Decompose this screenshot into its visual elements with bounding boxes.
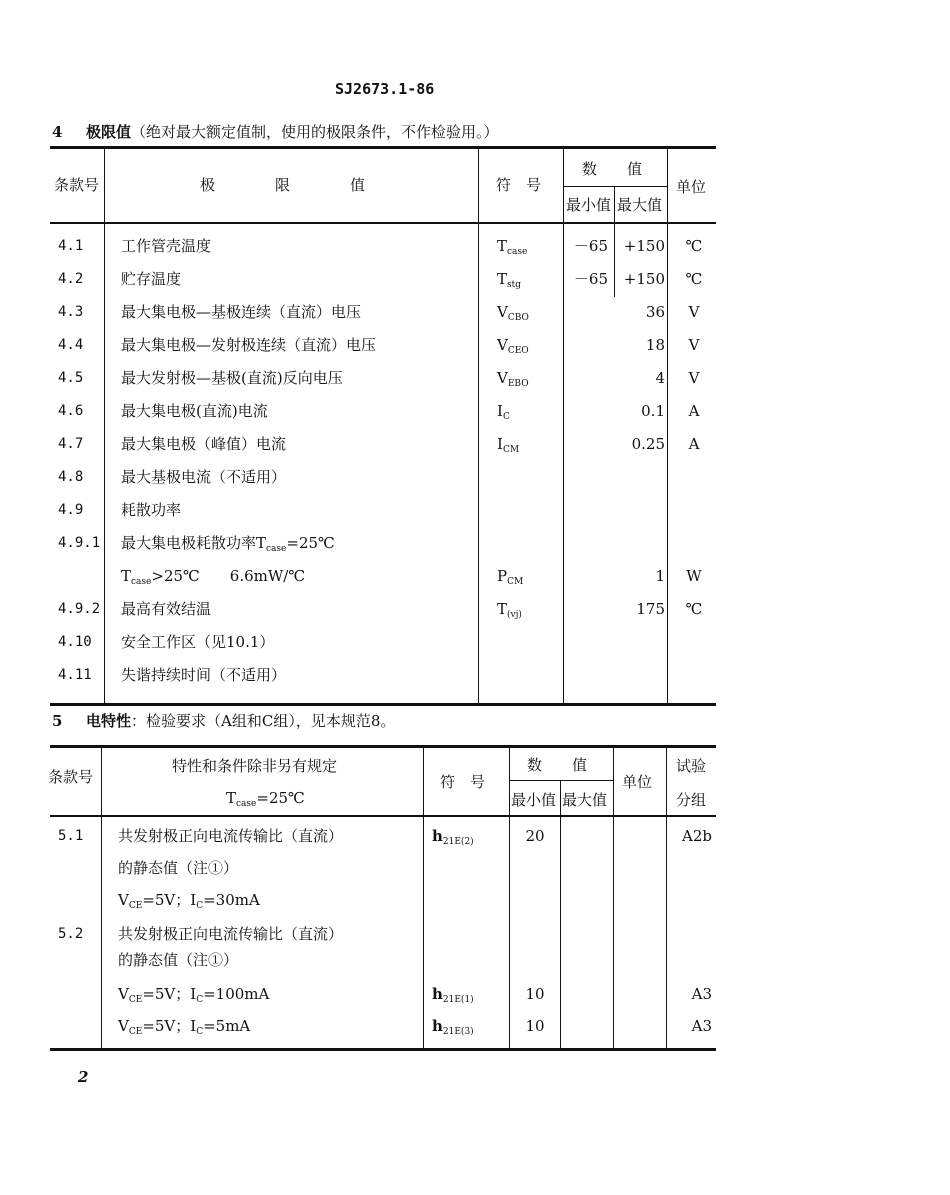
table4-row-desc-text: 最大发射极—基极(直流)反向电压 bbox=[121, 369, 343, 387]
table5-header-max: 最大值 bbox=[562, 791, 608, 809]
table5-row-desc-sub2: C bbox=[196, 995, 204, 1005]
table4-header-max: 最大值 bbox=[617, 196, 663, 214]
table4-row-desc-text: 最大集电极—发射极连续（直流）电压 bbox=[121, 336, 377, 354]
table4-row-unit: V bbox=[688, 303, 700, 321]
table4-row-clause: 4.9.2 bbox=[58, 601, 101, 617]
table5-row-desc-tail: =5V；I bbox=[142, 891, 197, 909]
table5-row-desc-text: V bbox=[118, 891, 129, 909]
section4-number: 4 bbox=[52, 123, 63, 141]
table4-row-desc bbox=[121, 666, 286, 684]
table5-row-symbol-sub: 21E(1) bbox=[442, 995, 474, 1005]
table5-row-group: A3 bbox=[691, 985, 712, 1003]
table5-row-clause: 5.2 bbox=[58, 926, 84, 942]
table5-row-desc-sub: CE bbox=[128, 901, 143, 911]
table4-col-sep-3 bbox=[563, 149, 564, 703]
table5-row-symbol-sub: 21E(3) bbox=[442, 1027, 474, 1037]
table4-header-clause: 条款号 bbox=[54, 176, 100, 194]
table5-row-desc bbox=[118, 985, 269, 1009]
table5-row-desc-tail: =5V；I bbox=[142, 985, 197, 1003]
table4-row-desc bbox=[121, 270, 181, 288]
table4-row-desc-tail: >25℃ 6.6mW/℃ bbox=[151, 567, 306, 585]
table4-row-symbol-main: V bbox=[497, 303, 508, 321]
table4-row-desc bbox=[121, 600, 211, 618]
table4-row-symbol-sub: CM bbox=[507, 577, 524, 587]
table4-row-max: 4 bbox=[655, 369, 665, 387]
table5-row-desc-sub: CE bbox=[128, 1027, 143, 1037]
table4-row-symbol bbox=[497, 435, 519, 459]
table4-row-desc-text: 贮存温度 bbox=[121, 270, 182, 288]
table4-row-clause: 4.11 bbox=[58, 667, 92, 683]
table4-row-unit: V bbox=[688, 369, 700, 387]
table4-row-desc-text: 最大集电极（峰值）电流 bbox=[121, 435, 287, 453]
table4-row-max: +150 bbox=[623, 237, 665, 255]
table5-row-group: A2b bbox=[682, 827, 712, 845]
table5-row-symbol bbox=[432, 985, 474, 1009]
table4-row-unit: ℃ bbox=[685, 270, 703, 288]
table4-row-symbol-sub: (vj) bbox=[507, 610, 522, 620]
table4-row-clause: 4.9 bbox=[58, 502, 84, 518]
table5-header-clause: 条款号 bbox=[48, 768, 94, 786]
table4-row-symbol-main: V bbox=[497, 369, 508, 387]
table4-row-symbol-main: I bbox=[497, 435, 503, 453]
section4-title: 极限值 bbox=[86, 123, 132, 141]
table5-row-desc-text: 共发射极正向电流传输比（直流） bbox=[118, 827, 344, 845]
table4-row-symbol bbox=[497, 336, 529, 360]
table5-row-desc-text: V bbox=[118, 1017, 129, 1035]
table4-row-unit: W bbox=[686, 567, 702, 585]
table4-bottom-rule bbox=[50, 703, 716, 706]
table4-row-desc bbox=[121, 534, 335, 558]
table4-row-symbol bbox=[497, 303, 529, 327]
table5-row-symbol bbox=[432, 1017, 474, 1041]
table4-row-desc-text: 耗散功率 bbox=[121, 501, 182, 519]
table4-row-symbol-main: I bbox=[497, 402, 503, 420]
table4-row-clause: 4.5 bbox=[58, 370, 84, 386]
table5-row-symbol-main: h bbox=[432, 1017, 443, 1035]
table5-row-desc-tail2: =100mA bbox=[203, 985, 270, 1003]
table5-row-symbol-sub: 21E(2) bbox=[442, 837, 474, 847]
table4-row-desc bbox=[121, 336, 376, 354]
table5-header-char-sub: case bbox=[236, 799, 257, 809]
table4-row-desc bbox=[121, 567, 305, 591]
table5-header-min: 最小值 bbox=[511, 791, 557, 809]
table4-row-desc-text: 最高有效结温 bbox=[121, 600, 212, 618]
table5-row-desc-sub: CE bbox=[128, 995, 143, 1005]
table5-row-symbol bbox=[432, 827, 474, 851]
table4-row-unit: V bbox=[688, 336, 700, 354]
table4-row-desc-text: 安全工作区（见10.1） bbox=[121, 633, 275, 651]
table5-row-symbol-main: h bbox=[432, 827, 443, 845]
table4-row-symbol-sub: C bbox=[502, 412, 510, 422]
table4-row-clause: 4.8 bbox=[58, 469, 84, 485]
table4-row-desc-sub: case bbox=[266, 544, 287, 554]
section4-heading bbox=[52, 123, 499, 141]
table4-row-desc bbox=[121, 435, 286, 453]
table4-col-sep-5 bbox=[667, 149, 668, 703]
table5-header-symbol: 符 号 bbox=[440, 773, 486, 791]
table5-row-desc bbox=[118, 859, 238, 877]
table4-row-desc-text: 最大基极电流（不适用） bbox=[121, 468, 287, 486]
table5-row-desc bbox=[118, 891, 260, 915]
table4-row-desc-text: 失谐持续时间（不适用） bbox=[121, 666, 287, 684]
table5-header-test-line2: 分组 bbox=[676, 791, 707, 809]
table4-row-symbol-sub: stg bbox=[507, 280, 522, 290]
table4-row-clause: 4.2 bbox=[58, 271, 84, 287]
table4-row-min: －65 bbox=[573, 237, 608, 255]
table4-row-desc-text: T bbox=[121, 567, 132, 585]
table5-row-desc-text: 共发射极正向电流传输比（直流） bbox=[118, 925, 344, 943]
table4-header-rule bbox=[50, 222, 716, 224]
table5-row-symbol-main: h bbox=[432, 985, 443, 1003]
table4-row-max: 1 bbox=[655, 567, 665, 585]
table4-col-sep-1 bbox=[104, 149, 105, 703]
table5-header-values: 数 值 bbox=[527, 756, 588, 774]
table5-row-desc bbox=[118, 951, 238, 969]
table4-row-max: +150 bbox=[623, 270, 665, 288]
table4-row-clause: 4.3 bbox=[58, 304, 84, 320]
table4-row-desc bbox=[121, 369, 343, 387]
table5-header-char-tail: =25℃ bbox=[256, 789, 305, 807]
table4-row-symbol-main: T bbox=[497, 600, 508, 618]
table4-row-desc-tail: =25℃ bbox=[286, 534, 335, 552]
section4-note: （绝对最大额定值制，使用的极限条件，不作检验用。） bbox=[131, 123, 499, 141]
table5-col-sep-3 bbox=[509, 748, 510, 1048]
table4-row-symbol-sub: CM bbox=[502, 445, 520, 455]
table5-bottom-rule bbox=[50, 1048, 716, 1051]
table4-row-desc-text: 最大集电极耗散功率T bbox=[121, 534, 267, 552]
table4-values-subrule bbox=[563, 186, 667, 187]
table5-row-desc-sub2: C bbox=[196, 1027, 204, 1037]
table5-row-min: 10 bbox=[525, 1017, 545, 1035]
table4-row-desc-sub: case bbox=[131, 577, 152, 587]
table5-top-rule bbox=[50, 745, 716, 748]
table4-row-symbol-main: T bbox=[497, 270, 508, 288]
table4-row-symbol bbox=[497, 402, 510, 426]
table4-row-desc-text: 最大集电极—基极连续（直流）电压 bbox=[121, 303, 362, 321]
table5-row-desc-text: 的静态值（注①） bbox=[118, 859, 239, 877]
page-number: 2 bbox=[78, 1068, 89, 1086]
table4-header-limit: 极 限 值 bbox=[200, 176, 366, 194]
document-code: SJ2673.1-86 bbox=[335, 80, 435, 98]
table5-header-char-t: T bbox=[226, 789, 237, 807]
table4-row-desc bbox=[121, 237, 211, 255]
table5-row-group: A3 bbox=[691, 1017, 712, 1035]
table4-header-min: 最小值 bbox=[566, 196, 612, 214]
table4-col-sep-4 bbox=[614, 187, 615, 297]
table5-row-desc-sub2: C bbox=[196, 901, 204, 911]
table5-row-min: 20 bbox=[525, 827, 545, 845]
table4-row-unit: A bbox=[688, 435, 700, 453]
table5-row-desc bbox=[118, 925, 343, 943]
table4-row-symbol bbox=[497, 237, 527, 261]
table4-row-unit: A bbox=[688, 402, 700, 420]
table4-row-unit: ℃ bbox=[685, 600, 703, 618]
section5-heading bbox=[52, 712, 395, 730]
table5-row-desc-tail2: =30mA bbox=[203, 891, 260, 909]
table5-col-sep-2 bbox=[423, 748, 424, 1048]
table4-row-symbol-main: T bbox=[497, 237, 508, 255]
table5-values-subrule bbox=[509, 780, 613, 781]
table4-row-symbol-sub: case bbox=[507, 247, 528, 257]
section5-note: ：检验要求（A组和C组），见本规范8。 bbox=[131, 712, 396, 730]
table5-col-sep-6 bbox=[666, 748, 667, 1048]
table4-row-min: －65 bbox=[573, 270, 608, 288]
table4-row-symbol-sub: CBO bbox=[507, 313, 529, 323]
table4-row-max: 18 bbox=[645, 336, 665, 354]
table4-row-symbol-main: V bbox=[497, 336, 508, 354]
table5-row-desc-text: 的静态值（注①） bbox=[118, 951, 239, 969]
table4-row-max: 36 bbox=[645, 303, 665, 321]
table4-header-values: 数 值 bbox=[582, 160, 643, 178]
table4-row-desc bbox=[121, 633, 274, 651]
table4-row-unit: ℃ bbox=[685, 237, 703, 255]
table5-row-clause: 5.1 bbox=[58, 828, 84, 844]
table4-row-desc bbox=[121, 501, 181, 519]
table4-header-unit: 单位 bbox=[676, 178, 707, 196]
table5-col-sep-5 bbox=[613, 748, 614, 1048]
table4-row-symbol bbox=[497, 369, 529, 393]
table5-row-desc-text: V bbox=[118, 985, 129, 1003]
table4-row-symbol bbox=[497, 270, 521, 294]
table4-row-clause: 4.6 bbox=[58, 403, 84, 419]
table5-row-desc bbox=[118, 1017, 250, 1041]
table5-header-unit: 单位 bbox=[622, 773, 653, 791]
table4-row-symbol bbox=[497, 600, 522, 624]
table4-row-clause: 4.9.1 bbox=[58, 535, 101, 551]
table4-row-desc bbox=[121, 303, 361, 321]
table4-row-desc bbox=[121, 468, 286, 486]
table5-row-desc-tail: =5V；I bbox=[142, 1017, 197, 1035]
table4-top-rule bbox=[50, 146, 716, 149]
table5-col-sep-4 bbox=[560, 781, 561, 1048]
table4-header-symbol: 符 号 bbox=[496, 176, 542, 194]
table4-row-symbol bbox=[497, 567, 523, 591]
table4-row-max: 175 bbox=[636, 600, 665, 618]
table4-row-desc-text: 最大集电极(直流)电流 bbox=[121, 402, 268, 420]
table4-row-clause: 4.7 bbox=[58, 436, 84, 452]
table4-row-symbol-sub: CEO bbox=[507, 346, 529, 356]
section5-number: 5 bbox=[52, 712, 63, 730]
table5-row-desc-tail2: =5mA bbox=[203, 1017, 251, 1035]
section5-title: 电特性 bbox=[86, 712, 132, 730]
table5-header-rule bbox=[50, 815, 716, 817]
table4-row-desc-text: 工作管壳温度 bbox=[121, 237, 212, 255]
table4-row-symbol-sub: EBO bbox=[507, 379, 529, 389]
table5-header-char-line2 bbox=[226, 789, 305, 813]
table5-row-desc bbox=[118, 827, 343, 845]
table4-row-symbol-main: P bbox=[497, 567, 508, 585]
table5-row-min: 10 bbox=[525, 985, 545, 1003]
table5-header-char-line1: 特性和条件除非另有规定 bbox=[172, 757, 338, 775]
table5-col-sep-1 bbox=[101, 748, 102, 1048]
table5-header-test-line1: 试验 bbox=[676, 757, 707, 775]
table4-row-clause: 4.10 bbox=[58, 634, 92, 650]
table4-row-desc bbox=[121, 402, 268, 420]
table4-row-clause: 4.1 bbox=[58, 238, 84, 254]
table4-row-clause: 4.4 bbox=[58, 337, 84, 353]
table4-col-sep-2 bbox=[478, 149, 479, 703]
table4-row-max: 0.25 bbox=[631, 435, 665, 453]
table4-row-max: 0.1 bbox=[641, 402, 665, 420]
